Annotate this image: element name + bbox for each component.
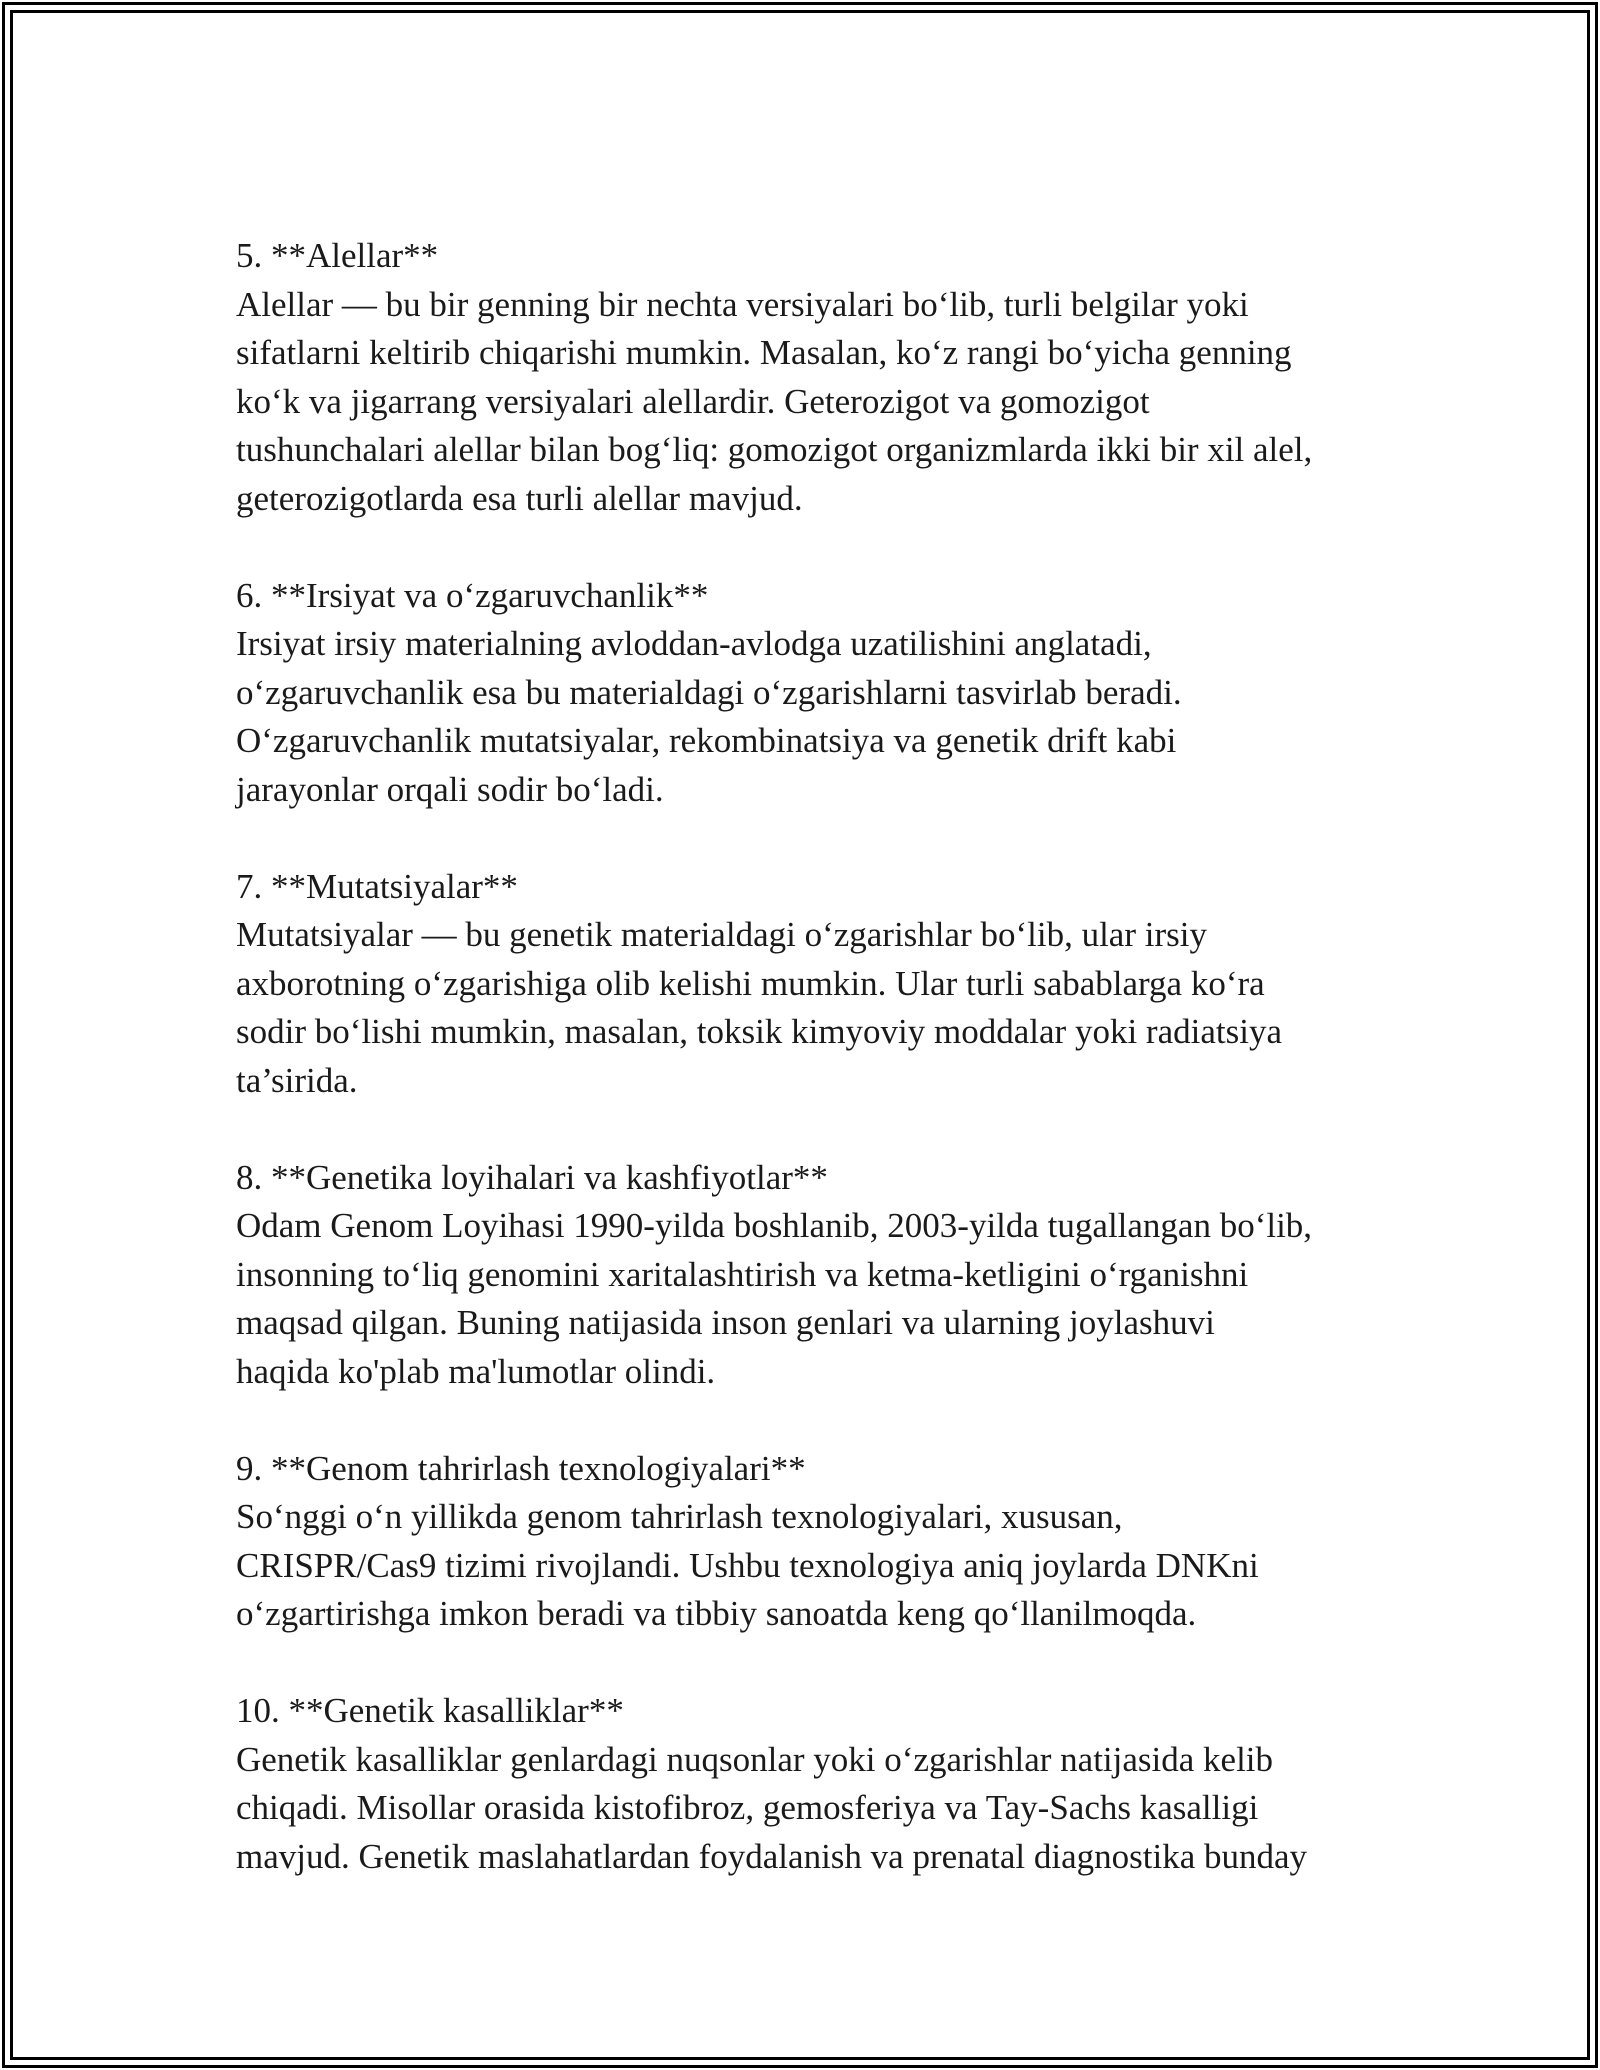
section-irsiyat bbox=[236, 572, 1416, 815]
section-body: So‘nggi o‘n yillikda genom tahrirlash texnologiyalari, xususan, CRISPR/Cas9 tizimi rivojlandi. Ushbu texnologiya aniq joylarda DNKni o‘zgartirishga imkon beradi va tibbiy sanoatda keng qo‘llanilmoqda. bbox=[236, 1497, 1259, 1633]
section-body: Irsiyat irsiy materialning avloddan-avlodga uzatilishini anglatadi, o‘zgaruvchanlik esa bu materialdagi o‘zgarishlarni tasvirlab beradi. O‘zgaruvchanlik mutatsiyalar, rekombinatsiya va genetik drift kabi jarayonlar orqali sodir bo‘ladi. bbox=[236, 624, 1182, 809]
section-body: Genetik kasalliklar genlardagi nuqsonlar yoki o‘zgarishlar natijasida kelib chiqadi. Misollar orasida kistofibroz, gemosferiya va Tay-Sachs kasalligi mavjud. Genetik maslahatlardan foydalanish va prenatal diagnostika bunday bbox=[236, 1739, 1308, 1876]
section-heading: 7. **Mutatsiyalar** bbox=[236, 866, 518, 906]
section-body: Alellar — bu bir genning bir nechta versiyalari bo‘lib, turli belgilar yoki sifatlarni keltirib chiqarishi mumkin. Masalan, ko‘z rangi bo‘yicha genning ko‘k va jigarrang versiyalari alellardir. Geterozigot va gomozigot tushunchalari alellar bilan bog‘liq: gomozigot organizmlarda ikki bir xil alel, geterozigotlarda esa turli alellar mavjud. bbox=[236, 284, 1313, 518]
section-genetika-loyihalari bbox=[236, 1154, 1416, 1397]
section-heading: 10. **Genetik kasalliklar** bbox=[236, 1691, 624, 1730]
section-body: Odam Genom Loyihasi 1990-yilda boshlanib, 2003-yilda tugallangan bo‘lib, insonning to‘liq genomini xaritalashtirish va ketma-ketligini o‘rganishni maqsad qilgan. Buning natijasida inson genlari va ularning joylashuvi haqida ko'plab ma'lumotlar olindi. bbox=[236, 1206, 1313, 1391]
section-genom-tahrirlash bbox=[236, 1445, 1416, 1639]
section-heading: 6. **Irsiyat va o‘zgaruvchanlik** bbox=[236, 575, 709, 615]
section-alellar bbox=[236, 232, 1416, 523]
section-body: Mutatsiyalar — bu genetik materialdagi o‘zgarishlar bo‘lib, ular irsiy axborotning o‘zgarishiga olib kelishi mumkin. Ular turli sabablarga ko‘ra sodir bo‘lishi mumkin, masalan, toksik kimyoviy moddalar yoki radiatsiya ta’sirida. bbox=[236, 915, 1282, 1100]
section-heading: 5. **Alellar** bbox=[236, 236, 439, 275]
section-genetik-kasalliklar bbox=[236, 1687, 1416, 1881]
section-heading: 9. **Genom tahrirlash texnologiyalari** bbox=[236, 1448, 806, 1488]
section-heading: 8. **Genetika loyihalari va kashfiyotlar** bbox=[236, 1157, 828, 1197]
document-body bbox=[236, 232, 1416, 1930]
section-mutatsiyalar bbox=[236, 863, 1416, 1106]
